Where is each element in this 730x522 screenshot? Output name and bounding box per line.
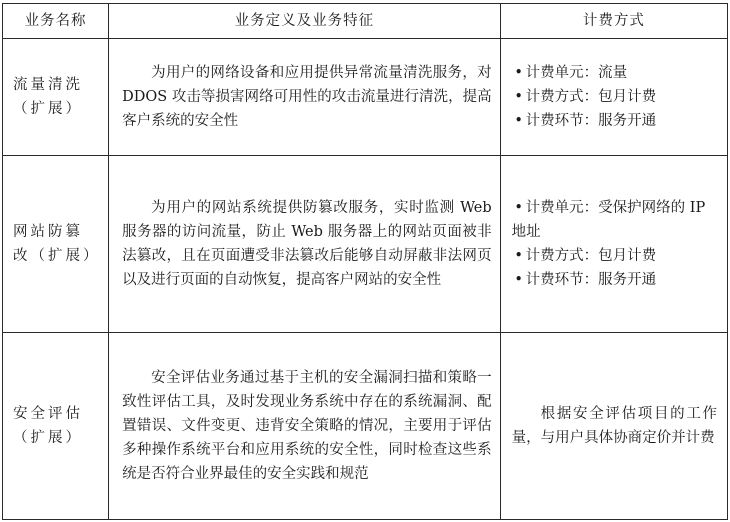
service-name: 网站防篡 [13, 224, 83, 240]
bullet-icon: • [514, 272, 523, 288]
billing-cell [500, 39, 727, 156]
header-service-name: 业务名称 [3, 4, 109, 39]
list-item: • 计费单元：受保护网络的 IP 地址 [512, 196, 717, 244]
billing-cell [500, 333, 727, 520]
service-name-cell [3, 156, 109, 333]
list-item: • 计费方式：包月计费 [512, 244, 717, 268]
service-name-cell [3, 333, 109, 520]
definition-cell [109, 39, 501, 156]
list-item: • 计费方式：包月计费 [512, 85, 717, 109]
list-item: • 计费单元：流量 [512, 61, 717, 85]
definition-cell [109, 333, 501, 520]
header-definition: 业务定义及业务特征 [109, 4, 501, 39]
service-name: 流量清洗 [13, 77, 83, 93]
table-row [3, 156, 728, 333]
bullet-icon: • [514, 89, 523, 105]
definition-cell [109, 156, 501, 333]
bullet-icon: • [514, 248, 523, 264]
service-name: 安全评估 [13, 406, 83, 422]
definition-text: 为用户的网站系统提供防篡改服务，实时监测 Web 服务器的访问流量，防止 Web 服务器上的网站页面被非法篡改，且在页面遭受非法篡改后能够自动屏蔽非法网页以及进行页面的自动恢复，提高客户网站的安全性 [122, 200, 492, 288]
definition-text: 安全评估业务通过基于主机的安全漏洞扫描和策略一致性评估工具，及时发现业务系统中存在的系统漏洞、配置错误、文件变更、违背安全策略的情况，主要用于评估多种操作系统平台和应用系统的安全性，同时检查这些系统是否符合业界最佳的安全实践和规范 [122, 370, 492, 482]
service-name-tag: （扩展） [13, 101, 83, 117]
service-billing-table [2, 3, 728, 520]
bullet-icon: • [514, 113, 523, 129]
list-item: • 计费环节：服务开通 [512, 268, 717, 292]
list-item: • 计费环节：服务开通 [512, 109, 717, 133]
billing-list [512, 61, 717, 133]
header-billing: 计费方式 [500, 4, 727, 39]
definition-text: 为用户的网络设备和应用提供异常流量清洗服务，对 DDOS 攻击等损害网络可用性的攻击流量进行清洗，提高客户系统的安全性 [122, 65, 492, 129]
bullet-icon: • [514, 200, 523, 216]
billing-list [512, 196, 717, 292]
table-row [3, 39, 728, 156]
table-row [3, 333, 728, 520]
billing-text: 根据安全评估项目的工作量，与用户具体协商定价并计费 [511, 406, 717, 446]
billing-cell [500, 156, 727, 333]
service-name-tag: （扩展） [13, 430, 83, 446]
service-name-cell [3, 39, 109, 156]
bullet-icon: • [514, 65, 523, 81]
header-row [3, 4, 728, 39]
service-name-tag: 改（扩展） [13, 248, 101, 264]
